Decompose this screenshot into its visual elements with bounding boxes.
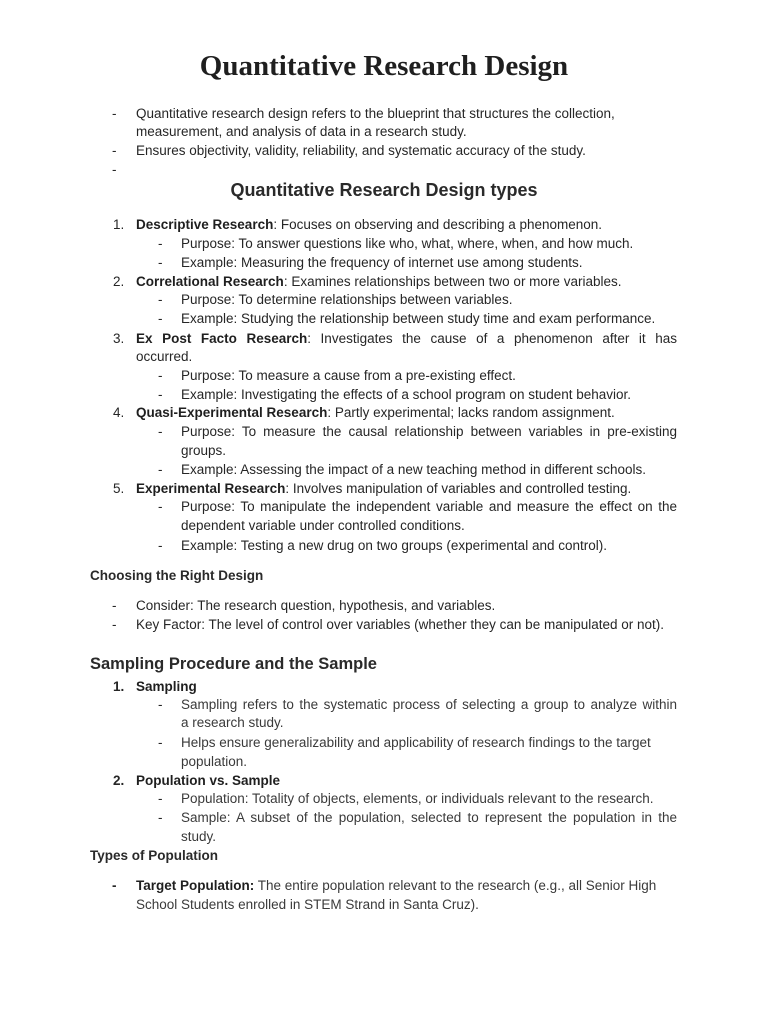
sampling-sub-text: population. — [181, 754, 248, 769]
type-purpose: Purpose: To answer questions like who, what, where, when, and how much. — [181, 236, 634, 251]
bullet-dash: - — [158, 697, 163, 712]
bullet-dash: - — [158, 499, 163, 514]
page-title: Quantitative Research Design — [199, 50, 569, 82]
type-purpose-cont: dependent variable under controlled conditions. — [181, 518, 465, 533]
type-line — [136, 403, 615, 422]
type-name: Correlational Research — [136, 274, 284, 289]
list-number: 5. — [113, 481, 125, 496]
type-line — [136, 329, 677, 348]
intro-text-line: measurement, and analysis of data in a research study. — [136, 124, 467, 139]
type-name: Experimental Research — [136, 481, 286, 496]
bullet-dash: - — [112, 162, 117, 177]
sampling-sub-text: Sampling refers to the systematic process of selecting a group to analyze within — [181, 697, 677, 712]
type-purpose: Purpose: To measure the causal relationship between variables in pre-existing — [181, 424, 677, 439]
list-number: 2. — [113, 773, 125, 788]
type-desc: : Investigates the cause of a phenomenon after it has — [307, 331, 677, 346]
type-example: Example: Assessing the impact of a new teaching method in different schools. — [181, 462, 647, 477]
bullet-dash: - — [158, 255, 163, 270]
type-desc-cont: occurred. — [136, 349, 193, 364]
sampling-sub-text: Helps ensure generalizability and applicability of research findings to the target — [181, 735, 651, 750]
bullet-dash: - — [158, 462, 163, 477]
list-number: 4. — [113, 405, 125, 420]
population-type-label: Target Population: — [136, 878, 255, 893]
type-name: Quasi-Experimental Research — [136, 405, 328, 420]
intro-text-line: Quantitative research design refers to the blueprint that structures the collection, — [136, 106, 615, 121]
bullet-dash: - — [158, 810, 163, 825]
list-number: 3. — [113, 331, 125, 346]
population-type-text-cont: School Students enrolled in STEM Strand in Santa Cruz). — [136, 897, 479, 912]
sampling-sub-text: Sample: A subset of the population, selected to represent the population in the — [181, 810, 677, 825]
sampling-heading: Sampling Procedure and the Sample — [90, 655, 377, 673]
type-line — [136, 215, 602, 234]
population-types-heading: Types of Population — [90, 848, 218, 863]
sampling-sub-text: Population: Totality of objects, elements, or individuals relevant to the research. — [181, 791, 654, 806]
bullet-dash: - — [158, 735, 163, 750]
bullet-dash: - — [158, 368, 163, 383]
bullet-dash: - — [158, 311, 163, 326]
type-line — [136, 272, 621, 291]
choosing-heading: Choosing the Right Design — [90, 568, 264, 583]
list-number: 2. — [113, 274, 125, 289]
intro-text-line: Ensures objectivity, validity, reliability, and systematic accuracy of the study. — [136, 143, 586, 158]
type-name: Descriptive Research — [136, 217, 274, 232]
population-type-text: The entire population relevant to the research (e.g., all Senior High — [254, 878, 657, 893]
bullet-dash: - — [158, 236, 163, 251]
choosing-item: Key Factor: The level of control over variables (whether they can be manipulated or not). — [136, 617, 665, 632]
type-purpose: Purpose: To measure a cause from a pre-existing effect. — [181, 368, 516, 383]
bullet-dash: - — [112, 106, 117, 121]
bullet-dash: - — [112, 598, 117, 613]
bullet-dash: - — [112, 878, 117, 893]
bullet-dash: - — [158, 791, 163, 806]
bullet-dash: - — [158, 424, 163, 439]
type-line — [136, 479, 631, 498]
sampling-item-title: Population vs. Sample — [136, 773, 281, 788]
bullet-dash: - — [112, 143, 117, 158]
sampling-sub-text: a research study. — [181, 715, 284, 730]
bullet-dash: - — [158, 292, 163, 307]
type-desc: : Partly experimental; lacks random assignment. — [327, 405, 615, 420]
bullet-dash: - — [112, 617, 117, 632]
type-desc: : Involves manipulation of variables and controlled testing. — [285, 481, 632, 496]
type-purpose-cont: groups. — [181, 443, 227, 458]
type-desc: : Examines relationships between two or more variables. — [283, 274, 622, 289]
type-name: Ex Post Facto Research — [136, 331, 308, 346]
sampling-item-title: Sampling — [136, 679, 197, 694]
list-number: 1. — [113, 217, 125, 232]
bullet-dash: - — [158, 387, 163, 402]
type-example: Example: Studying the relationship between study time and exam performance. — [181, 311, 656, 326]
type-purpose: Purpose: To determine relationships between variables. — [181, 292, 513, 307]
types-heading: Quantitative Research Design types — [230, 180, 538, 200]
type-example: Example: Testing a new drug on two groups (experimental and control). — [181, 538, 607, 553]
bullet-dash: - — [158, 538, 163, 553]
type-example: Example: Investigating the effects of a school program on student behavior. — [181, 387, 632, 402]
type-desc: : Focuses on observing and describing a phenomenon. — [273, 217, 603, 232]
type-purpose: Purpose: To manipulate the independent variable and measure the effect on the — [181, 499, 677, 514]
list-number: 1. — [113, 679, 125, 694]
sampling-sub-text: study. — [181, 829, 217, 844]
choosing-item: Consider: The research question, hypothesis, and variables. — [136, 598, 496, 613]
population-type-line — [136, 876, 656, 895]
type-example: Example: Measuring the frequency of internet use among students. — [181, 255, 583, 270]
